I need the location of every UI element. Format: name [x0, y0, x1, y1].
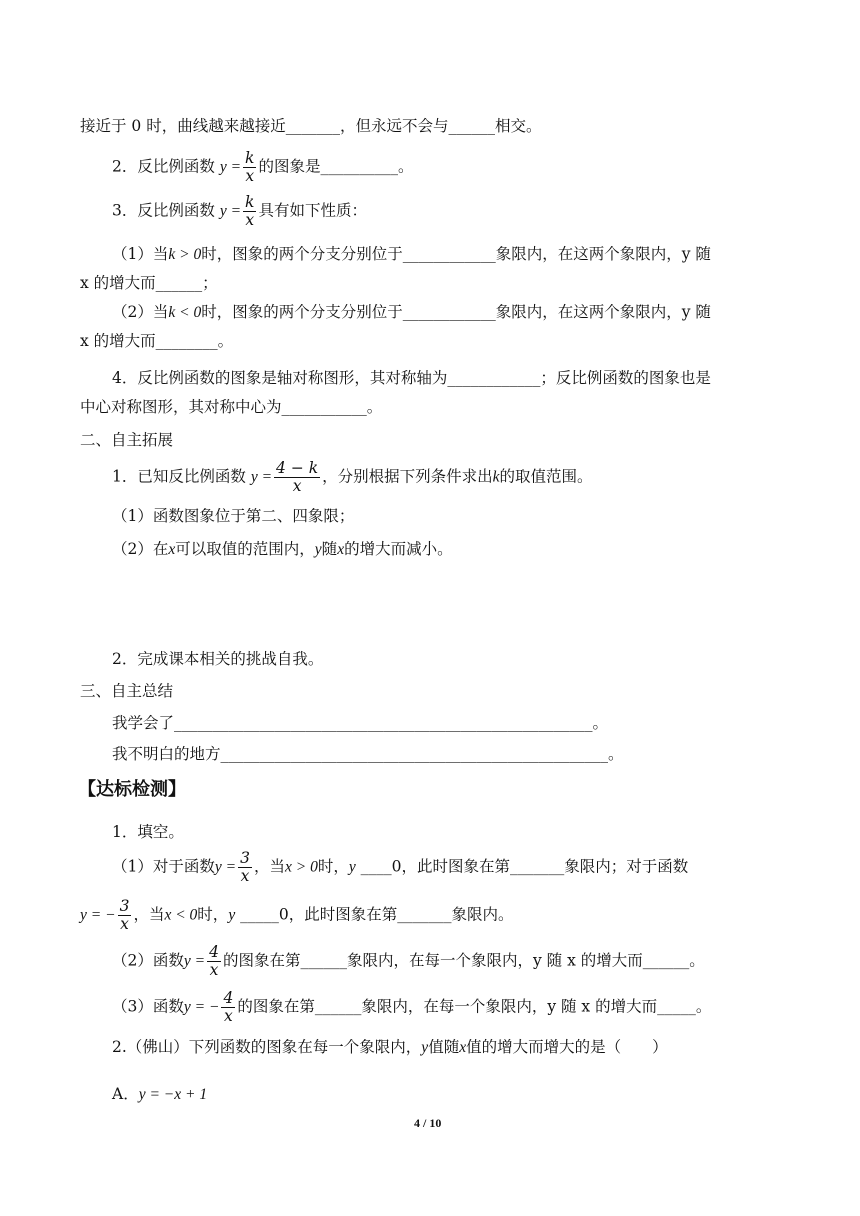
numerator: 3: [240, 849, 250, 867]
math-expression: k < 0: [168, 304, 202, 321]
text: （1）函数图象位于第二、四象限；: [112, 507, 355, 525]
denominator: x: [245, 167, 255, 185]
text: （3）函数: [112, 997, 184, 1016]
text-line: [112, 744, 624, 764]
denominator: x: [120, 915, 129, 933]
numerator: 4 − k: [276, 459, 319, 477]
text: 值的增大而增大的是（ ）: [466, 1038, 668, 1056]
text: （2）当: [112, 303, 169, 321]
text-line: [80, 331, 233, 351]
page-number: [414, 1116, 441, 1131]
text: 时，图象的两个分支分别位于____________象限内，在这两个象限内，y 随: [201, 303, 711, 321]
text: ，当: [133, 905, 165, 924]
text: 随: [321, 540, 338, 558]
text: （1）对于函数: [112, 857, 215, 876]
numerator: k: [245, 193, 255, 211]
text: （2）函数: [112, 951, 184, 970]
text-line: [112, 990, 711, 1025]
numerator: 4: [209, 943, 219, 961]
math-expression: x: [459, 1039, 467, 1056]
text-line: [112, 944, 705, 979]
math-expression: y: [348, 858, 356, 876]
fraction: [238, 850, 252, 885]
fraction: [274, 460, 320, 495]
section-heading: [78, 775, 186, 801]
text: 时，: [317, 857, 349, 876]
text: 三、自主总结: [80, 682, 174, 700]
math-expression: k > 0: [168, 246, 202, 263]
text: 值随: [428, 1038, 460, 1056]
text: 4 / 10: [414, 1116, 442, 1130]
text-line: [112, 850, 688, 885]
fraction: [243, 194, 256, 229]
text-line: [80, 273, 218, 293]
text-line: [112, 649, 323, 669]
text-line: [112, 302, 711, 323]
denominator: x: [224, 1007, 233, 1025]
text: 2．完成课本相关的挑战自我。: [112, 650, 324, 668]
text: 的增大而减小。: [344, 540, 453, 558]
text-line: [112, 506, 354, 526]
text: 中心对称图形，其对称中心为___________。: [80, 398, 383, 416]
text: ____0，此时图象在第_______象限内；对于函数: [360, 857, 689, 876]
text: 2．反比例函数: [112, 157, 215, 176]
text-line: [112, 822, 184, 842]
text: 我学会了______________________________________________________。: [112, 714, 609, 732]
text-line: [80, 898, 514, 933]
text: 具有如下性质：: [258, 201, 367, 220]
text-line: [112, 368, 711, 388]
text-line: [112, 150, 413, 185]
math-expression: x < 0: [164, 906, 198, 924]
text-line: [112, 194, 367, 229]
math-expression: y =: [214, 858, 237, 876]
text: ，分别根据下列条件求出: [322, 467, 493, 486]
section-title: [80, 681, 173, 701]
section-title: [80, 430, 173, 450]
math-expression: y = −: [80, 906, 116, 924]
math-expression: y =: [219, 202, 242, 220]
text-line: [112, 713, 608, 733]
text: x 的增大而______；: [80, 274, 218, 292]
text-line: [112, 460, 593, 495]
text: 接近于 0 时，曲线越来越接近_______，但永远不会与______相交。: [80, 117, 542, 135]
math-expression: y = −x + 1: [138, 1086, 208, 1103]
text: _____0，此时图象在第_______象限内。: [240, 905, 514, 924]
text: 【达标检测】: [78, 779, 186, 800]
fraction: [207, 944, 221, 979]
denominator: x: [240, 867, 250, 885]
math-expression: y = −: [183, 998, 220, 1016]
text: 的图象在第______象限内，在每一个象限内，y 随 x 的增大而_____。: [237, 997, 712, 1016]
math-expression: y: [228, 906, 236, 924]
text-line: [80, 397, 382, 417]
text: 二、自主拓展: [80, 431, 174, 449]
text: 的图象在第______象限内，在每一个象限内，y 随 x 的增大而______。: [222, 951, 705, 970]
text-line: [112, 244, 711, 265]
math-expression: y =: [183, 952, 206, 970]
text: 的取值范围。: [499, 467, 593, 486]
text: 可以取值的范围内，: [175, 540, 315, 558]
text-line: [112, 1084, 207, 1105]
denominator: x: [245, 211, 255, 229]
denominator: x: [292, 477, 302, 495]
math-expression: y: [421, 1039, 429, 1056]
math-expression: y =: [219, 158, 242, 176]
math-expression: x: [168, 541, 176, 558]
text: 时，: [197, 905, 229, 924]
text: ，当: [253, 857, 285, 876]
math-expression: y =: [250, 468, 273, 486]
text: 时，图象的两个分支分别位于____________象限内，在这两个象限内，y 随: [201, 245, 711, 263]
fraction: [118, 898, 132, 933]
text: 3．反比例函数: [112, 201, 215, 220]
text: （1）当: [112, 245, 169, 263]
text: （2）在: [112, 540, 169, 558]
text: 4．反比例函数的图象是轴对称图形，其对称轴为____________；反比例函数的图象也是: [112, 369, 711, 387]
numerator: 4: [223, 989, 234, 1007]
math-expression: y: [314, 541, 322, 558]
fraction: [243, 150, 256, 185]
text-line: [112, 1037, 668, 1058]
math-expression: x: [337, 541, 345, 558]
text-line: [112, 539, 453, 560]
text: 1．填空。: [112, 823, 184, 841]
numerator: 3: [119, 897, 130, 915]
text-line: [80, 116, 541, 136]
fraction: [221, 990, 235, 1025]
text: A．: [112, 1085, 139, 1103]
numerator: k: [245, 149, 255, 167]
text: 2.（佛山）下列函数的图象在每一个象限内，: [112, 1038, 422, 1056]
denominator: x: [209, 961, 219, 979]
math-expression: k: [492, 468, 500, 486]
text: 1．已知反比例函数: [112, 467, 246, 486]
text: 的图象是__________。: [258, 157, 414, 176]
text: 我不明白的地方__________________________________________________。: [112, 745, 624, 763]
text: x 的增大而________。: [80, 332, 234, 350]
math-expression: x > 0: [284, 858, 318, 876]
